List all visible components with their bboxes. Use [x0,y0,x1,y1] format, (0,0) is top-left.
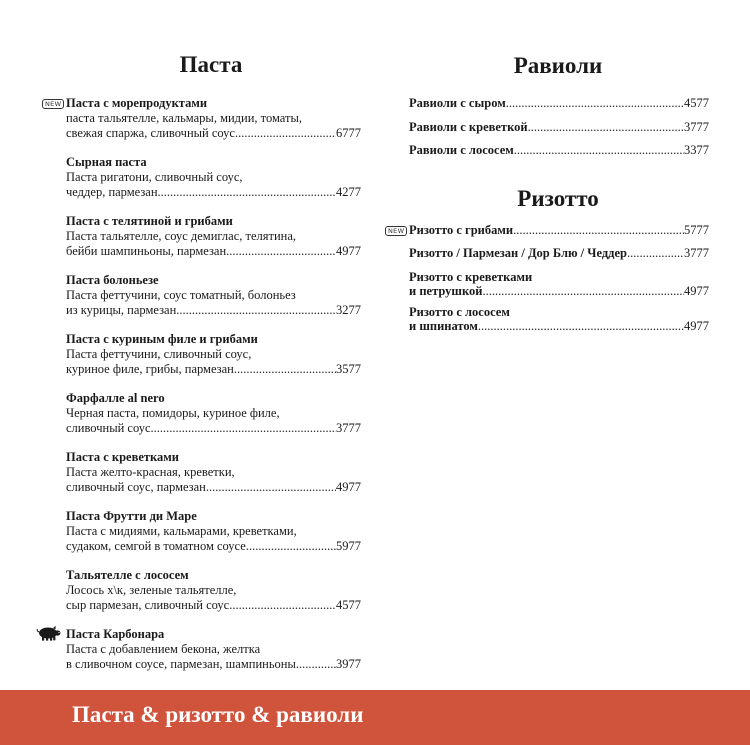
dish-price: 4977 [336,244,361,258]
dish-price: 4977 [684,319,709,333]
dish-price: 3777 [684,246,709,260]
dish-name: и петрушкой [409,284,483,298]
dish-description: Паста феттучини, соус томатный, болоньез [66,288,296,302]
new-badge: NEW [385,226,407,236]
dish-description: сыр пармезан, сливочный соус [66,598,230,612]
dish-description: бейби шампиньоны, пармезан [66,244,227,258]
risotto-section-title: Ризотто [517,186,599,211]
menu-item-pasta [66,568,361,613]
dish-price: 5777 [684,223,709,237]
menu-item-pasta [66,155,361,200]
footer-title: Паста & ризотто & равиоли [72,702,364,727]
dish-price: 5977 [336,539,361,553]
dish-description: куриное филе, грибы, пармезан [66,362,234,376]
menu-item-risotto [409,270,709,298]
dish-name: и шпинатом [409,319,478,333]
dish-price: 4977 [684,284,709,298]
dish-price: 3777 [684,120,709,134]
menu-item-pasta [66,509,361,554]
menu-item-pasta [66,627,361,672]
ravioli-section-title: Равиоли [513,53,603,78]
dish-description: свежая спаржа, сливочный соус [66,126,235,140]
menu-item-pasta [66,450,361,495]
dish-name: Равиоли с сыром [409,96,506,110]
dish-description: в сливочном соусе, пармезан, шампиньоны [66,657,296,671]
dish-name: Паста болоньезе [66,273,159,287]
pasta-section-title: Паста [179,52,243,77]
dish-description: сливочный соус, пармезан [66,480,206,494]
dish-name: Паста с куриным филе и грибами [66,332,258,346]
dish-price: 3377 [684,143,709,157]
menu-item-risotto [409,305,709,333]
dish-name: Равиоли с креветкой [409,120,528,134]
footer-banner [0,690,750,745]
dish-price: 4977 [336,480,361,494]
menu-item-ravioli [409,120,709,134]
dish-price: 4577 [336,598,361,612]
dish-price: 3777 [336,421,361,435]
dish-description: из курицы, пармезан [66,303,177,317]
dish-name: Паста с креветками [66,450,179,464]
dish-description: чеддер, пармезан [66,185,158,199]
dish-price: 4277 [336,185,361,199]
dish-price: 3277 [336,303,361,317]
dish-name: Ризотто с лососем [409,305,510,319]
dish-name: Фарфалле al nero [66,391,165,405]
dish-description: Паста с мидиями, кальмарами, креветками, [66,524,297,538]
menu-item-pasta [66,96,361,141]
menu-item-risotto [409,246,709,260]
dish-name: Равиоли с лососем [409,143,514,157]
dish-name: Паста с телятиной и грибами [66,214,233,228]
dish-description: Паста феттучини, сливочный соус, [66,347,252,361]
dish-price: 6777 [336,126,361,140]
dish-description: Черная паста, помидоры, куриное филе, [66,406,280,420]
menu-item-pasta [66,391,361,436]
menu-item-ravioli [409,143,709,157]
dish-description: Паста ригатони, сливочный соус, [66,170,243,184]
dish-name: Тальятелле с лососем [66,568,189,582]
dish-description: Паста с добавлением бекона, желтка [66,642,261,656]
dish-name: Паста Фрутти ди Маре [66,509,197,523]
dish-description: Паста тальятелле, соус демиглас, телятина, [66,229,296,243]
pig-icon [36,625,61,641]
menu-item-pasta [66,214,361,259]
menu-item-ravioli [409,96,709,110]
dish-name: Ризотто / Пармезан / Дор Блю / Чеддер [409,246,627,260]
dish-name: Ризотто с грибами [409,223,514,237]
dish-description: паста тальятелле, кальмары, мидии, томаты, [66,111,303,125]
dish-name: Паста с морепродуктами [66,96,208,110]
menu-item-risotto [409,223,709,237]
dish-name: Паста Карбонара [66,627,165,641]
menu-item-pasta [66,332,361,377]
dish-description: Лосось х\к, зеленые тальятелле, [66,583,237,597]
dish-description: судаком, семгой в томатном соусе [66,539,246,553]
dish-description: Паста желто-красная, креветки, [66,465,235,479]
dish-price: 3977 [336,657,361,671]
dish-description: сливочный соус [66,421,151,435]
new-badge: NEW [42,99,64,109]
dish-price: 4577 [684,96,709,110]
menu-item-pasta [66,273,361,318]
dish-name: Ризотто с креветками [409,270,533,284]
dish-price: 3577 [336,362,361,376]
dish-name: Сырная паста [66,155,147,169]
